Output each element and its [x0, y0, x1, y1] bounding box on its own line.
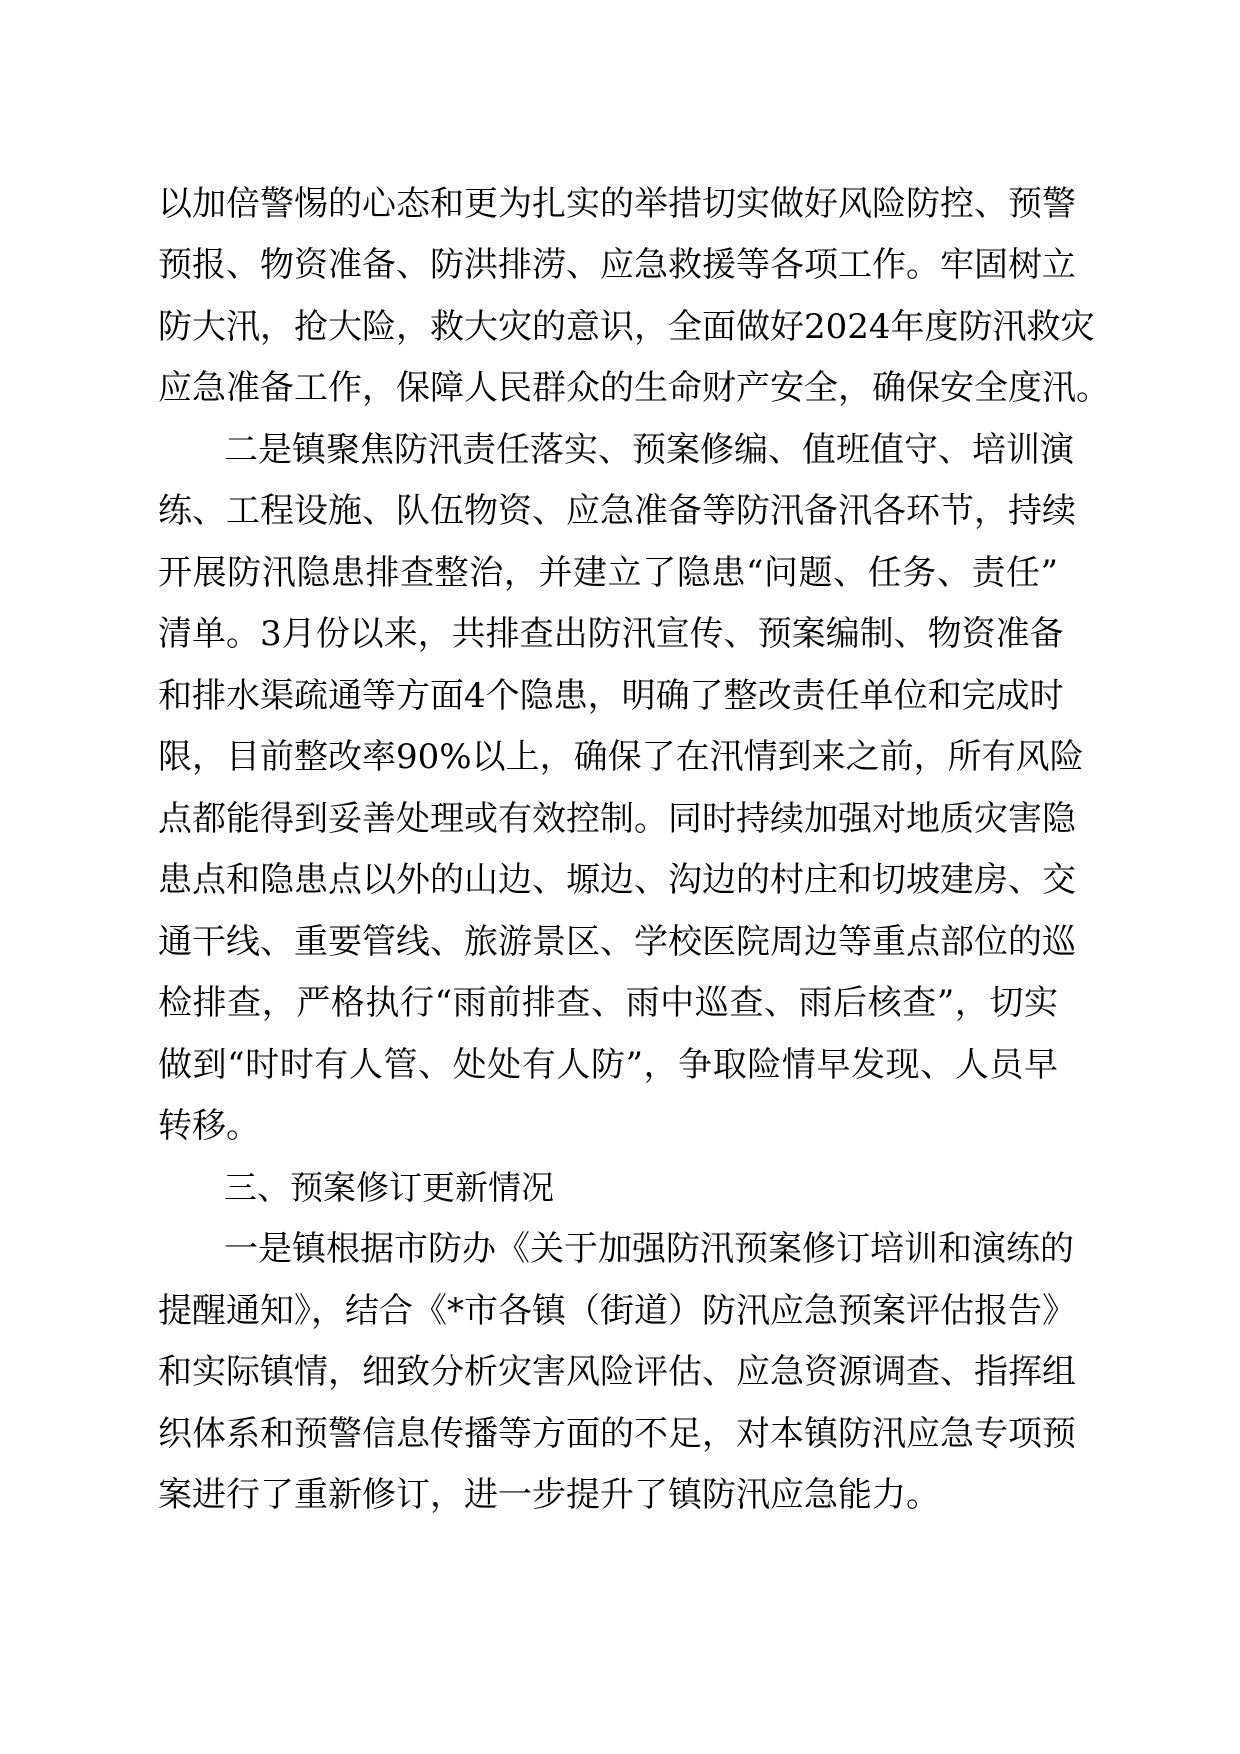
text-line: 清单。3月份以来，共排查出防汛宣传、预案编制、物资准备	[158, 614, 1064, 654]
text-line: 检排查，严格执行“雨前排查、雨中巡查、雨后核查”，切实	[158, 983, 1058, 1023]
text-line: 点都能得到妥善处理或有效控制。同时持续加强对地质灾害隐	[158, 799, 1076, 839]
text-line: 患点和隐患点以外的山边、塬边、沟边的村庄和切坡建房、交	[158, 860, 1076, 900]
paragraph-last-line: 案进行了重新修订，进一步提升了镇防汛应急能力。	[158, 1475, 940, 1515]
text-line: 提醒通知》，结合《*市各镇（街道）防汛应急预案评估报告》	[158, 1291, 1076, 1331]
paragraph-first-line: 一是镇根据市防办《关于加强防汛预案修订培训和演练的	[224, 1229, 1074, 1269]
text-line: 和实际镇情，细致分析灾害风险评估、应急资源调查、指挥组	[158, 1352, 1076, 1392]
text-line: 做到“时时有人管、处处有人防”，争取险情早发现、人员早	[158, 1045, 1058, 1085]
paragraph-first-line: 二是镇聚焦防汛责任落实、预案修编、值班值守、培训演	[224, 430, 1074, 470]
text-line: 预报、物资准备、防洪排涝、应急救援等各项工作。牢固树立	[158, 245, 1076, 285]
section-heading: 三、预案修订更新情况	[224, 1168, 554, 1207]
text-line: 限，目前整改率90%以上，确保了在汛情到来之前，所有风险	[158, 737, 1084, 777]
paragraph-last-line: 转移。	[158, 1106, 260, 1146]
text-line: 应急准备工作，保障人民群众的生命财产安全，确保安全度汛。	[158, 368, 1110, 408]
text-line: 织体系和预警信息传播等方面的不足，对本镇防汛应急专项预	[158, 1414, 1076, 1454]
text-line: 防大汛，抢大险，救大灾的意识，全面做好2024年度防汛救灾	[158, 307, 1095, 347]
text-line: 和排水渠疏通等方面4个隐患，明确了整改责任单位和完成时	[158, 676, 1064, 716]
text-line: 开展防汛隐患排查整治，并建立了隐患“问题、任务、责任”	[158, 553, 1058, 593]
text-line: 以加倍警惕的心态和更为扎实的举措切实做好风险防控、预警	[158, 184, 1076, 224]
text-line: 练、工程设施、队伍物资、应急准备等防汛备汛各环节，持续	[158, 491, 1076, 531]
text-line: 通干线、重要管线、旅游景区、学校医院周边等重点部位的巡	[158, 922, 1076, 962]
